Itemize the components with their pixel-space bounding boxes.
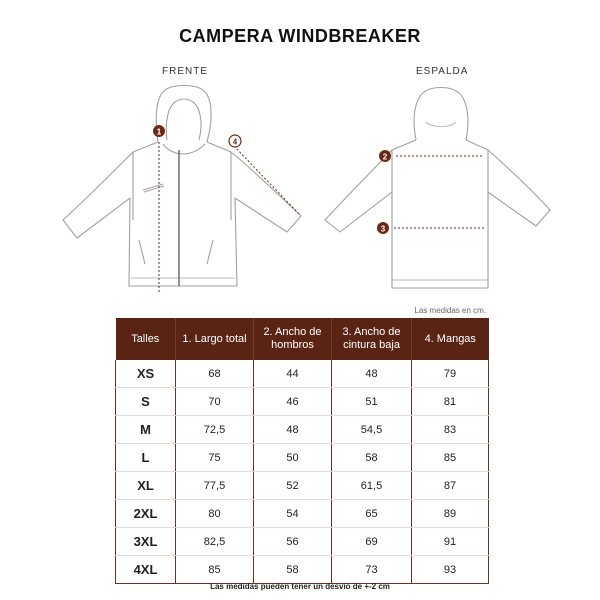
svg-text:1: 1	[156, 127, 162, 137]
value-cell: 89	[412, 500, 489, 528]
size-cell: 4XL	[116, 556, 176, 584]
value-cell: 51	[332, 388, 412, 416]
svg-text:2: 2	[382, 152, 388, 162]
value-cell: 85	[176, 556, 254, 584]
value-cell: 52	[254, 472, 332, 500]
table-row	[116, 500, 489, 528]
header-ancho-cintura: 3. Ancho de cintura baja	[332, 318, 412, 360]
value-cell: 79	[412, 360, 489, 388]
value-cell: 72,5	[176, 416, 254, 444]
value-cell: 87	[412, 472, 489, 500]
value-cell: 44	[254, 360, 332, 388]
value-cell: 54	[254, 500, 332, 528]
value-cell: 58	[332, 444, 412, 472]
value-cell: 61,5	[332, 472, 412, 500]
value-cell: 85	[412, 444, 489, 472]
svg-text:3: 3	[380, 224, 386, 234]
size-cell: M	[116, 416, 176, 444]
page-title: CAMPERA WINDBREAKER	[179, 26, 421, 46]
table-row	[116, 556, 489, 584]
value-cell: 54,5	[332, 416, 412, 444]
value-cell: 81	[412, 388, 489, 416]
marker-4	[229, 135, 241, 147]
header-talles: Talles	[116, 318, 176, 360]
size-cell: XS	[116, 360, 176, 388]
value-cell: 77,5	[176, 472, 254, 500]
table-row	[116, 360, 489, 388]
value-cell: 93	[412, 556, 489, 584]
value-cell: 46	[254, 388, 332, 416]
header-ancho-hombros: 2. Ancho de hombros	[254, 318, 332, 360]
size-cell: 3XL	[116, 528, 176, 556]
value-cell: 48	[254, 416, 332, 444]
marker-1	[153, 125, 165, 137]
jacket-back-illustration	[320, 80, 560, 300]
marker-2	[379, 150, 391, 162]
svg-text:4: 4	[232, 137, 238, 147]
size-cell: XL	[116, 472, 176, 500]
header-largo-total: 1. Largo total	[176, 318, 254, 360]
jacket-front-illustration	[55, 80, 305, 300]
value-cell: 70	[176, 388, 254, 416]
value-cell: 73	[332, 556, 412, 584]
size-chart-table	[115, 318, 489, 584]
value-cell: 48	[332, 360, 412, 388]
header-mangas: 4. Mangas	[412, 318, 489, 360]
value-cell: 82,5	[176, 528, 254, 556]
table-row	[116, 388, 489, 416]
size-cell: L	[116, 444, 176, 472]
value-cell: 91	[412, 528, 489, 556]
back-view-label: ESPALDA	[416, 66, 469, 77]
value-cell: 65	[332, 500, 412, 528]
units-note: Las medidas en cm.	[414, 306, 486, 315]
table-header-row	[116, 318, 489, 360]
tolerance-footnote: Las medidas pueden tener un desvío de +-2 cm	[210, 582, 390, 591]
table-row	[116, 472, 489, 500]
value-cell: 69	[332, 528, 412, 556]
table-row	[116, 416, 489, 444]
marker-3	[377, 222, 389, 234]
value-cell: 80	[176, 500, 254, 528]
size-cell: 2XL	[116, 500, 176, 528]
value-cell: 56	[254, 528, 332, 556]
value-cell: 58	[254, 556, 332, 584]
table-row	[116, 444, 489, 472]
value-cell: 68	[176, 360, 254, 388]
value-cell: 50	[254, 444, 332, 472]
value-cell: 75	[176, 444, 254, 472]
front-view-label: FRENTE	[162, 66, 208, 77]
table-row	[116, 528, 489, 556]
value-cell: 83	[412, 416, 489, 444]
size-cell: S	[116, 388, 176, 416]
